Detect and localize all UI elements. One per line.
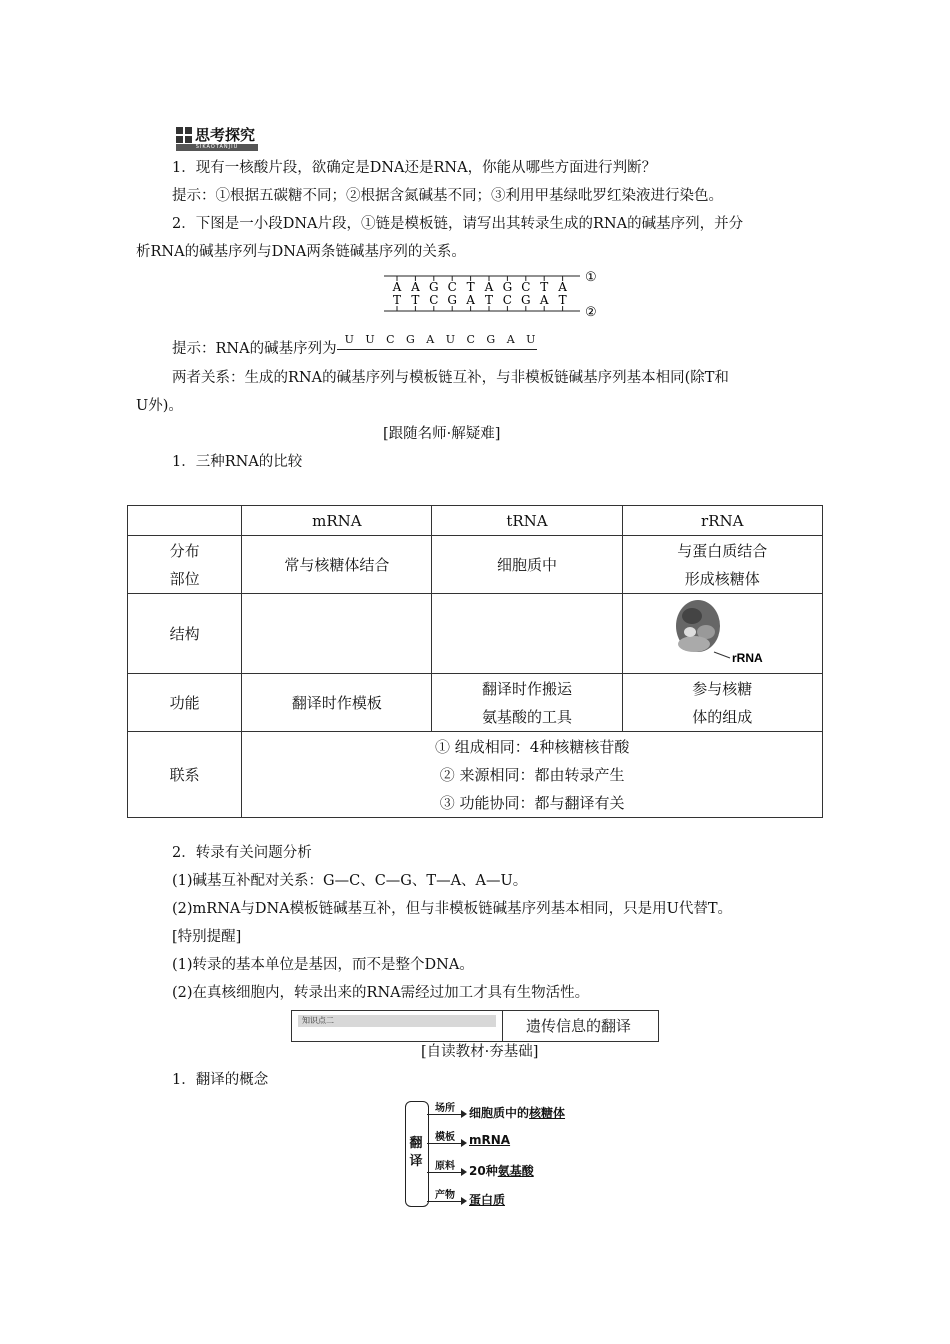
- table-row-structure: [128, 594, 823, 674]
- func-label: 功能: [128, 674, 242, 732]
- knowledge-point-box: [291, 1010, 659, 1042]
- func-rrna: 参与核糖 体的组成: [622, 674, 823, 732]
- header-rrna: rRNA: [622, 506, 823, 536]
- para-2: (2)mRNA与DNA模板链碱基互补，但与非模板链碱基序列基本相同，只是用U代替T。: [172, 901, 733, 917]
- dist-label: 分布 部位: [128, 536, 242, 594]
- concept-row-prefix: 细胞质中的: [469, 1106, 530, 1120]
- strand1-base: T: [540, 280, 549, 294]
- rna-sequence: [337, 333, 540, 359]
- grid-icon: [176, 127, 192, 143]
- concept-center-label: 翻译: [409, 1136, 423, 1169]
- knowledge-separator: [502, 1011, 503, 1041]
- table-row-function: [128, 674, 823, 732]
- link-label: 联系: [128, 732, 242, 818]
- header-mrna: mRNA: [242, 506, 432, 536]
- concept-row: [427, 1186, 607, 1212]
- strand2-base: A: [539, 293, 549, 307]
- strand1-base: A: [392, 280, 402, 294]
- strand2-base: T: [411, 293, 420, 307]
- sub-heading-2: [自读教材·夯基础]: [421, 1044, 539, 1060]
- dist-trna: 细胞质中: [432, 536, 622, 594]
- concept-row-value: mRNA: [469, 1133, 511, 1147]
- dna-diagram: [384, 270, 604, 320]
- rna-comparison-table: [127, 505, 823, 818]
- item-1: 1．三种RNA的比较: [172, 454, 303, 470]
- concept-row-key: 场所: [435, 1103, 455, 1114]
- strand1-base: G: [429, 280, 439, 294]
- concept-row-key: 模板: [435, 1132, 455, 1143]
- concept-row-arrow: [461, 1110, 467, 1118]
- table-row-link: [128, 732, 823, 818]
- dist-mrna: 常与核糖体结合: [242, 536, 432, 594]
- special-2: (2)在真核细胞内，转录出来的RNA需经过加工才具有生物活性。: [172, 985, 590, 1001]
- header-empty: [128, 506, 242, 536]
- q1-hint: 提示：①根据五碳糖不同；②根据含氮碱基不同；③利用甲基绿吡罗红染液进行染色。: [172, 188, 723, 204]
- header-trna: tRNA: [432, 506, 622, 536]
- section-subtitle: SIKAOTANJIU: [176, 144, 258, 151]
- concept-row-line: [427, 1201, 461, 1202]
- concept-row-line: [427, 1172, 461, 1173]
- ribosome-image: [662, 596, 782, 672]
- strand2-base: T: [392, 293, 402, 307]
- concept-row-prefix: 20种: [469, 1164, 498, 1178]
- concept-row: [427, 1128, 607, 1154]
- strand1-bases: [392, 280, 568, 294]
- hint2: [172, 333, 540, 359]
- strand1-ticks: [397, 276, 563, 281]
- translation-concept-diagram: [405, 1097, 605, 1207]
- relation-line1: 两者关系：生成的RNA的碱基序列与模板链互补，与非模板链碱基序列基本相同(除T和: [172, 370, 729, 386]
- table-row-distribution: [128, 536, 823, 594]
- strand2-mark: ②: [585, 305, 597, 320]
- concept-row-value: 氨基酸: [497, 1164, 534, 1178]
- section-badge: [176, 124, 256, 150]
- dist-rrna: 与蛋白质结合 形成核糖体: [622, 536, 823, 594]
- concept-row-line: [427, 1143, 461, 1144]
- strand2-base: T: [558, 293, 567, 307]
- concept-row-arrow: [461, 1197, 467, 1205]
- strand2-base: C: [429, 293, 439, 307]
- strand2-bases: [393, 293, 567, 307]
- q2-line2: 析RNA的碱基序列与DNA两条链碱基序列的关系。: [136, 244, 466, 260]
- struct-mrna: [242, 594, 432, 674]
- special-note: [特别提醒]: [172, 929, 242, 945]
- sub-heading-1: [跟随名师·解疑难]: [383, 426, 501, 442]
- strand1-mark: ①: [585, 270, 597, 285]
- item-3: 1．翻译的概念: [172, 1072, 269, 1088]
- rrna-tag: rRNA: [732, 650, 763, 665]
- strand1-base: C: [521, 280, 531, 294]
- concept-row-arrow: [461, 1139, 467, 1147]
- struct-trna: [432, 594, 622, 674]
- rna-underline: [337, 349, 537, 350]
- strand1-base: A: [411, 280, 420, 294]
- q2-line1: 2．下图是一小段DNA片段，①链是模板链，请写出其转录生成的RNA的碱基序列，并分: [172, 216, 744, 232]
- strand2-base: G: [447, 293, 457, 307]
- func-trna: 翻译时作搬运 氨基酸的工具: [432, 674, 622, 732]
- q1-question: 1．现有一核酸片段，欲确定是DNA还是RNA，你能从哪些方面进行判断？: [172, 160, 657, 176]
- link-content: ① 组成相同：4种核糖核苷酸 ② 来源相同：都由转录产生 ③ 功能协同：都与翻译有关: [242, 732, 823, 818]
- strand1-base: A: [558, 280, 567, 294]
- concept-row-line: [427, 1114, 461, 1115]
- concept-row-arrow: [461, 1168, 467, 1176]
- strand1-base: T: [466, 280, 475, 294]
- strand2-base: T: [484, 293, 494, 307]
- strand1-base: G: [502, 280, 513, 294]
- strand2-ticks: [397, 306, 563, 311]
- strand2-base: A: [466, 293, 475, 307]
- table-header-row: [128, 506, 823, 536]
- concept-row-key: 原料: [435, 1161, 455, 1172]
- struct-label: 结构: [128, 594, 242, 674]
- strand1-base: C: [447, 280, 457, 294]
- func-mrna: 翻译时作模板: [242, 674, 432, 732]
- concept-row: [427, 1157, 607, 1183]
- section-title: 思考探究: [195, 126, 256, 144]
- knowledge-title: 遗传信息的翻译: [526, 1017, 632, 1035]
- concept-row-key: 产物: [435, 1190, 455, 1201]
- special-1: (1)转录的基本单位是基因，而不是整个DNA。: [172, 957, 474, 973]
- relation-line2: U外)。: [136, 398, 183, 414]
- concept-row-value: 蛋白质: [469, 1193, 506, 1207]
- strand2-base: C: [502, 293, 512, 307]
- concept-row: [427, 1099, 607, 1125]
- hint2-prefix: 提示：RNA的碱基序列为: [172, 341, 337, 357]
- concept-row-value: 核糖体: [529, 1106, 566, 1120]
- strand1-base: A: [484, 280, 494, 294]
- knowledge-label: 知识点二: [298, 1015, 496, 1027]
- rna-sequence-text: U U C G A U C G A U: [344, 333, 540, 346]
- struct-rrna: [622, 594, 823, 674]
- item-2: 2．转录有关问题分析: [172, 845, 312, 861]
- para-1: (1)碱基互补配对关系：G—C、C—G、T—A、A—U。: [172, 873, 528, 889]
- strand2-base: G: [521, 293, 531, 307]
